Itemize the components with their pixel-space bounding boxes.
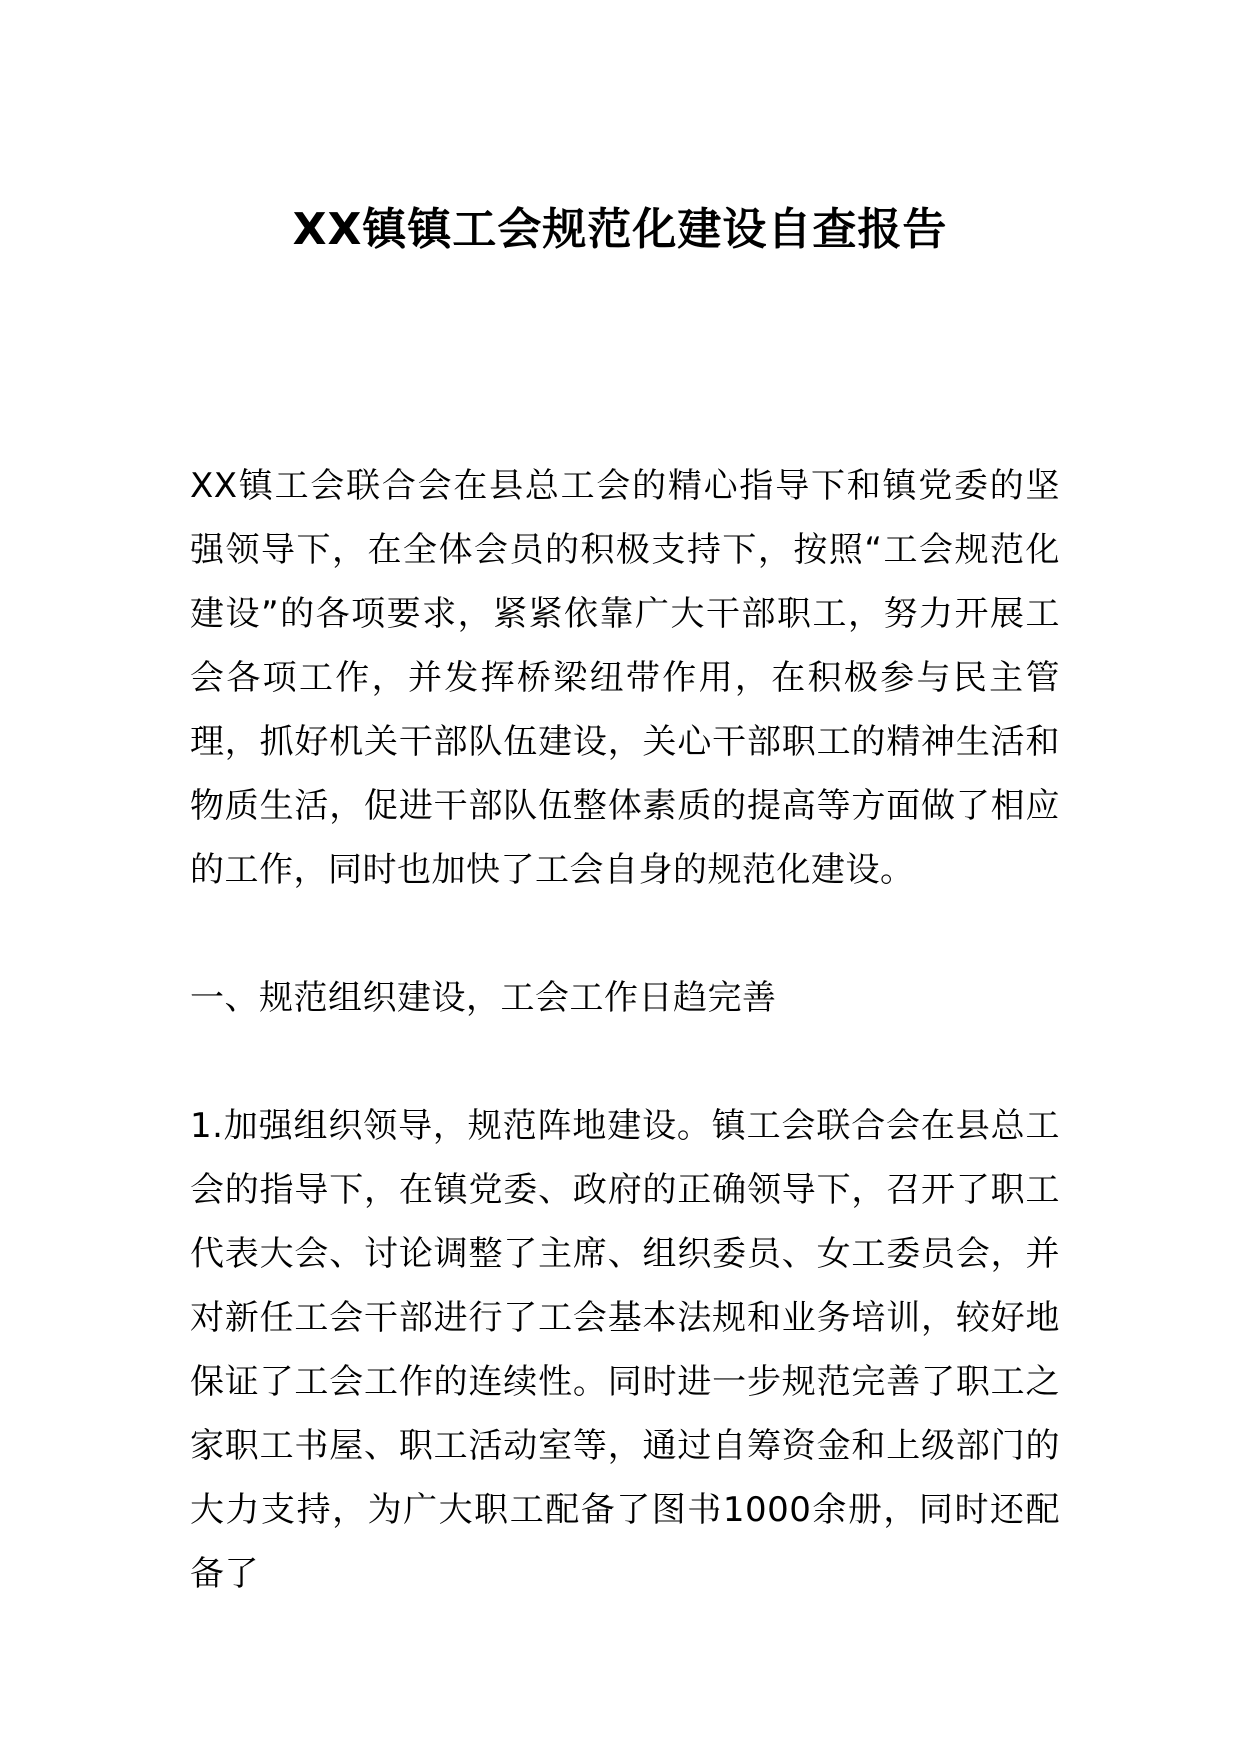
section-paragraph: 1.加强组织领导，规范阵地建设。镇工会联合会在县总工会的指导下，在镇党委、政府的正确领导下，召开了职工代表大会、讨论调整了主席、组织委员、女工委员会，并对新任工会干部进行了工会基本法规和业务培训，较好地保证了工会工作的连续性。同时进一步规范完善了职工之家职工书屋、职工活动室等，通过自筹资金和上级部门的大力支持，为广大职工配备了图书1000余册，同时还配备了	[190, 1106, 1060, 1594]
document-title: XX镇镇工会规范化建设自查报告	[292, 204, 948, 255]
section-heading: 一、规范组织建设，工会工作日趋完善	[190, 978, 777, 1018]
intro-paragraph: XX镇工会联合会在县总工会的精心指导下和镇党委的坚强领导下，在全体会员的积极支持下，按照“工会规范化建设”的各项要求，紧紧依靠广大干部职工，努力开展工会各项工作，并发挥桥梁纽带作用，在积极参与民主管理，抓好机关干部队伍建设，关心干部职工的精神生活和物质生活，促进干部队伍整体素质的提高等方面做了相应的工作，同时也加快了工会自身的规范化建设。	[190, 466, 1060, 890]
